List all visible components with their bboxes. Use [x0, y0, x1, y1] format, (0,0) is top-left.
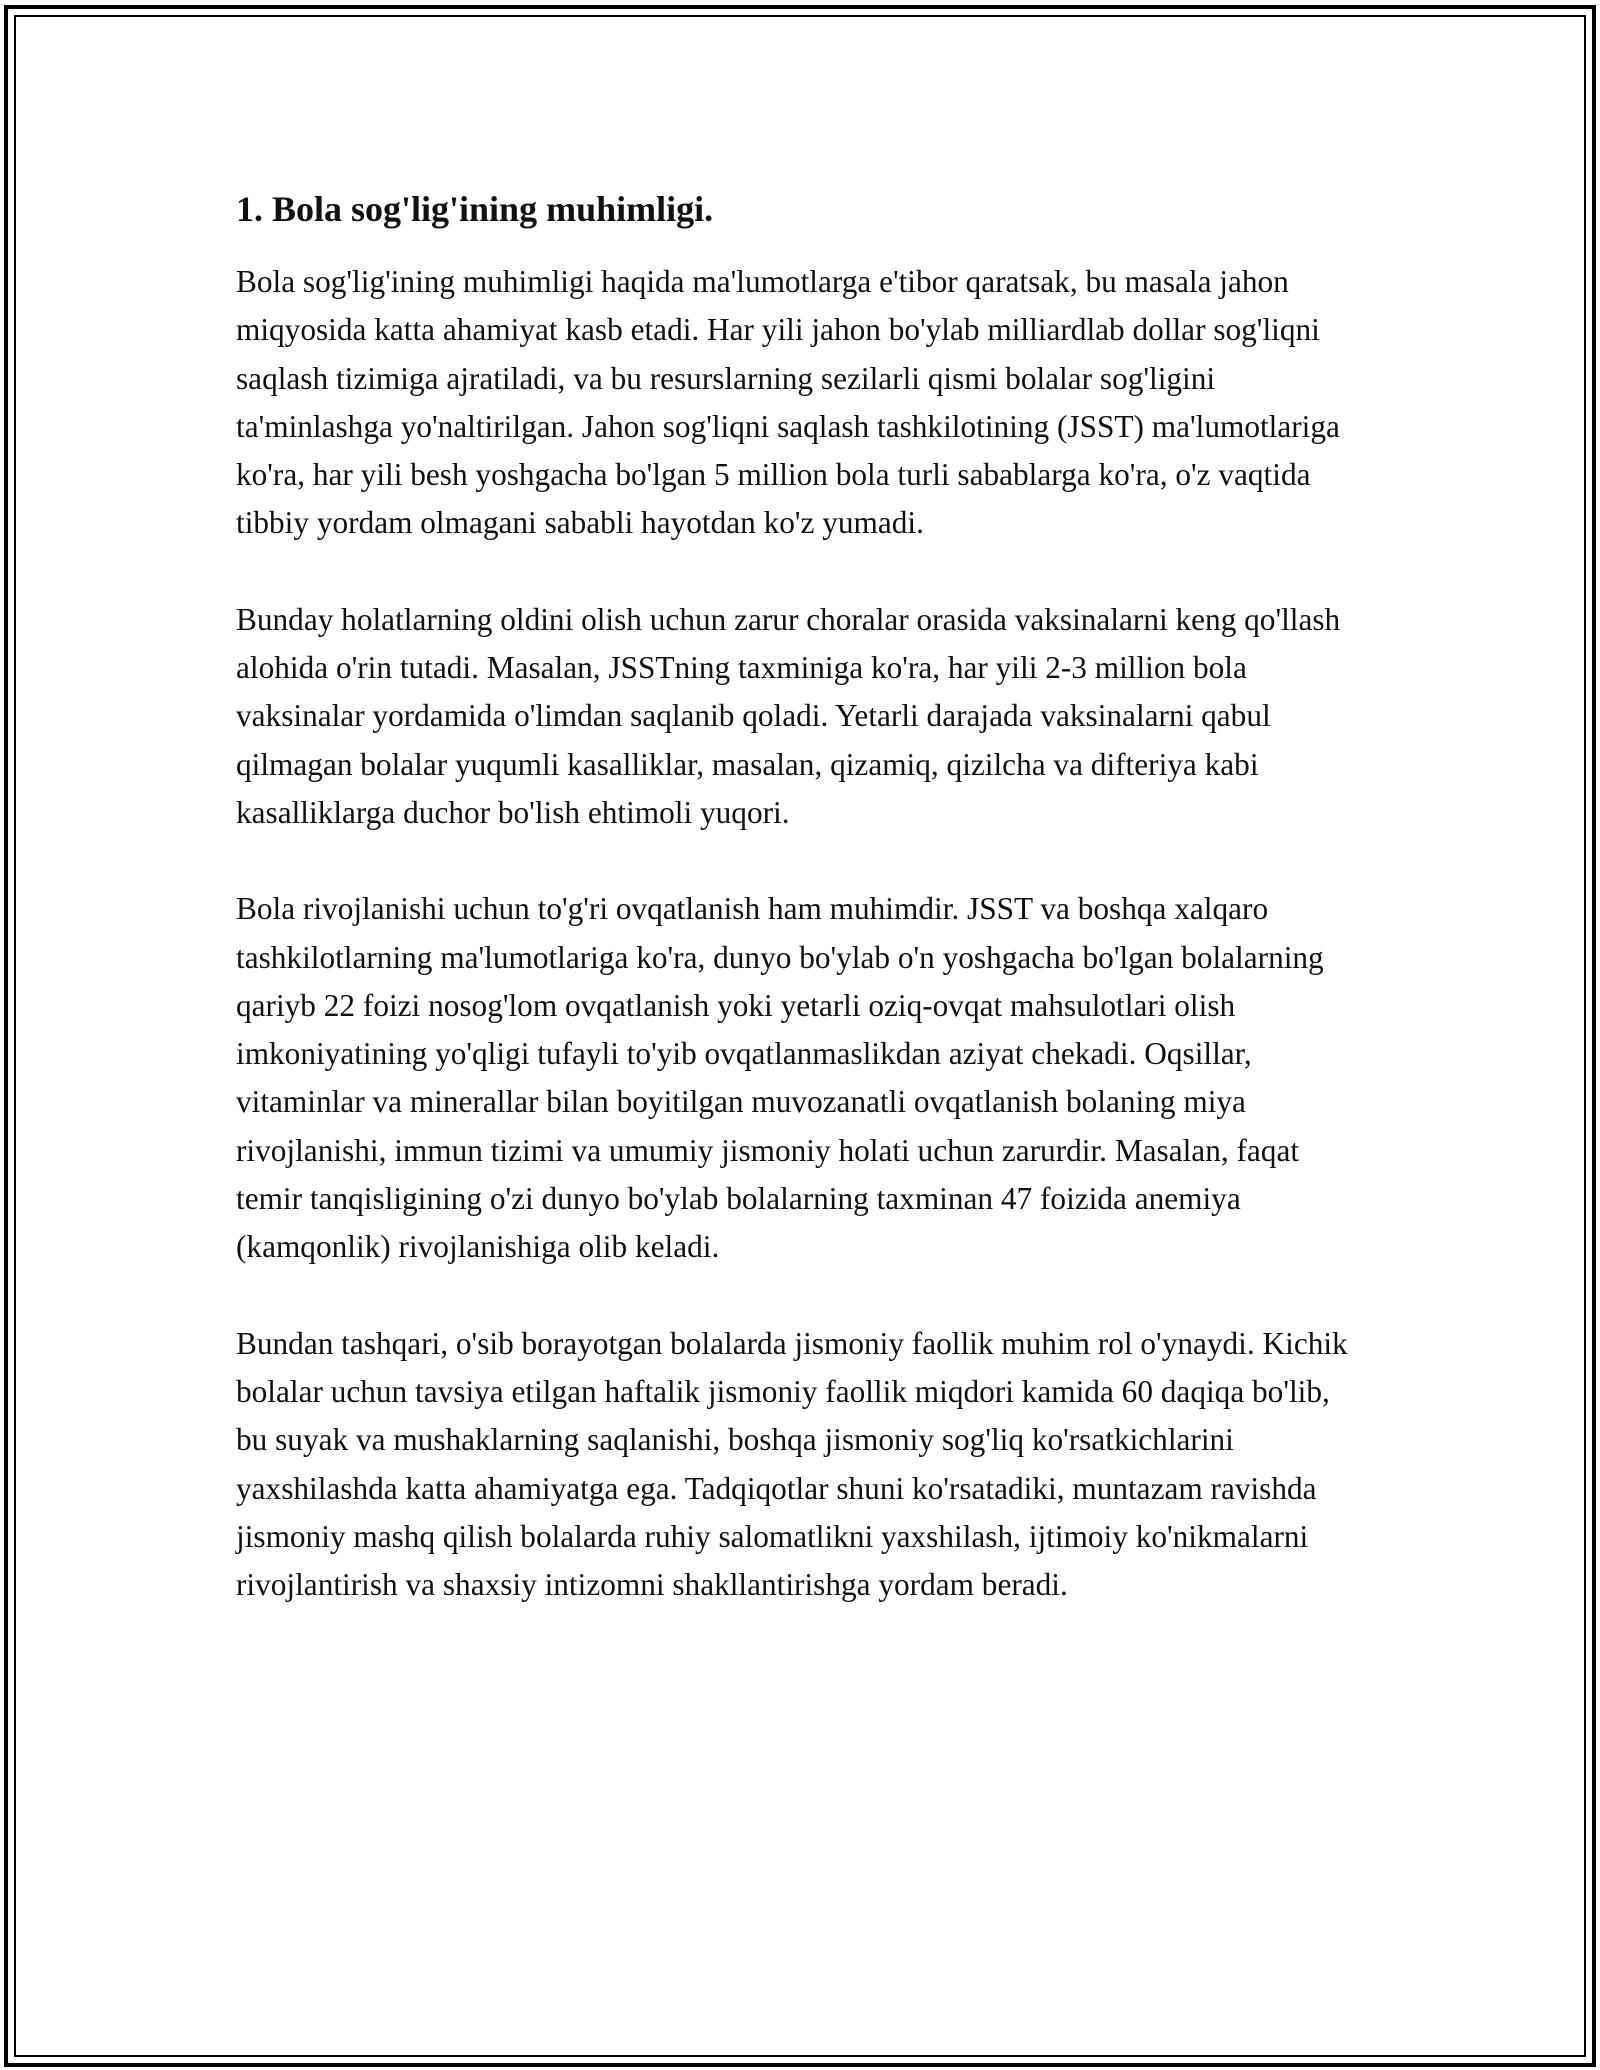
section-heading: 1. Bola sog'lig'ining muhimligi.	[236, 189, 714, 229]
paragraph-4: Bundan tashqari, o'sib borayotgan bolalarda jismoniy faollik muhim rol o'ynaydi. Kichik bolalar uchun tavsiya etilgan haftalik jismoniy faollik miqdori kamida 60 daqiqa bo'lib, bu suyak va mushaklarning saqlanishi, boshqa jismoniy sog'liq ko'rsatkichlarini yaxshilashda katta ahamiyatga ega. Tadqiqotlar shuni ko'rsatadiki, muntazam ravishda jismoniy mashq qilish bolalarda ruhiy salomatlikni yaxshilash, ijtimoiy ko'nikmalarni rivojlantirish va shaxsiy intizomni shakllantirishga yordam beradi.	[236, 1325, 1348, 1603]
document-body	[236, 186, 1366, 1657]
paragraph-1: Bola sog'lig'ining muhimligi haqida ma'lumotlarga e'tibor qaratsak, bu masala jahon miqyosida katta ahamiyat kasb etadi. Har yili jahon bo'ylab milliardlab dollar sog'liqni saqlash tizimiga ajratiladi, va bu resurslarning sezilarli qismi bolalar sog'ligini ta'minlashga yo'naltirilgan. Jahon sog'liqni saqlash tashkilotining (JSST) ma'lumotlariga ko'ra, har yili besh yoshgacha bo'lgan 5 million bola turli sabablarga ko'ra, o'z vaqtida tibbiy yordam olmagani sababli hayotdan ko'z yumadi.	[236, 264, 1340, 541]
paragraph-3: Bola rivojlanishi uchun to'g'ri ovqatlanish ham muhimdir. JSST va boshqa xalqaro tashkilotlarning ma'lumotlariga ko'ra, dunyo bo'ylab o'n yoshgacha bo'lgan bolalarning qariyb 22 foizi nosog'lom ovqatlanish yoki yetarli oziq-ovqat mahsulotlari olish imkoniyatining yo'qligi tufayli to'yib ovqatlanmaslikdan aziyat chekadi. Oqsillar, vitaminlar va minerallar bilan boyitilgan muvozanatli ovqatlanish bolaning miya rivojlanishi, immun tizimi va umumiy jismoniy holati uchun zarurdir. Masalan, faqat temir tanqisligining o'zi dunyo bo'ylab bolalarning taxminan 47 foizida anemiya (kamqonlik) rivojlanishiga olib keladi.	[236, 891, 1324, 1265]
paragraph-2: Bunday holatlarning oldini olish uchun zarur choralar orasida vaksinalarni keng qo'llash alohida o'rin tutadi. Masalan, JSSTning taxminiga ko'ra, har yili 2-3 million bola vaksinalar yordamida o'limdan saqlanib qoladi. Yetarli darajada vaksinalarni qabul qilmagan bolalar yuqumli kasalliklar, masalan, qizamiq, qizilcha va difteriya kabi kasalliklarga duchor bo'lish ehtimoli yuqori.	[236, 601, 1341, 830]
